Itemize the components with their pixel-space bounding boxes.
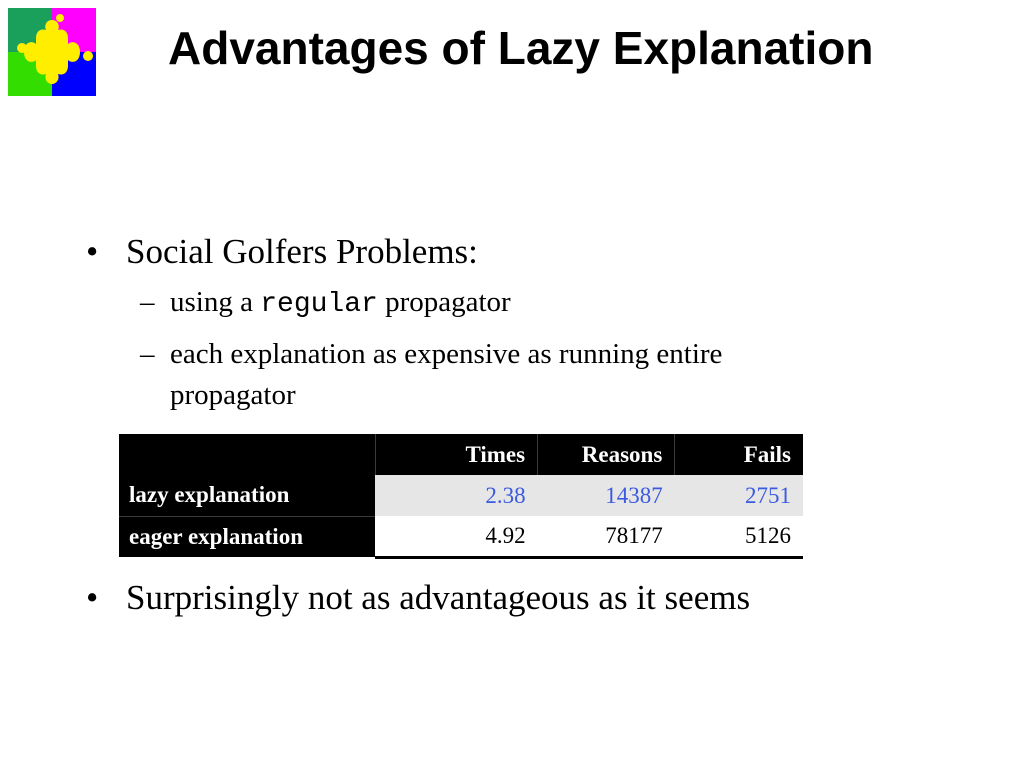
column-header-fails: Fails bbox=[675, 434, 803, 475]
slide-title: Advantages of Lazy Explanation bbox=[168, 22, 874, 74]
sub-bullet-text: each explanation as expensive as running entire propagator bbox=[170, 338, 723, 411]
cell-eager-reasons: 78177 bbox=[538, 516, 675, 557]
dash-symbol: – bbox=[140, 338, 155, 370]
bullet-text: Surprisingly not as advantageous as it seems bbox=[126, 578, 751, 617]
bullet-symbol: • bbox=[86, 578, 99, 617]
sub-bullet-item bbox=[140, 334, 850, 416]
cell-eager-times: 4.92 bbox=[375, 516, 537, 557]
cell-lazy-reasons: 14387 bbox=[538, 475, 675, 516]
table-row bbox=[119, 516, 803, 557]
column-header-reasons: Reasons bbox=[538, 434, 675, 475]
bullet-item bbox=[86, 232, 478, 272]
table-corner-cell bbox=[119, 434, 375, 475]
cell-lazy-times: 2.38 bbox=[375, 475, 537, 516]
bullet-symbol: • bbox=[86, 232, 99, 271]
table-row bbox=[119, 475, 803, 516]
cell-eager-fails: 5126 bbox=[675, 516, 803, 557]
bullet-text: Social Golfers Problems: bbox=[126, 232, 478, 271]
cell-lazy-fails: 2751 bbox=[675, 475, 803, 516]
column-header-times: Times bbox=[375, 434, 537, 475]
sub-bullet-item bbox=[140, 282, 850, 325]
table-header-row bbox=[119, 434, 803, 475]
sub-bullet-prefix: using a bbox=[170, 286, 261, 318]
row-label-eager: eager explanation bbox=[119, 516, 375, 557]
sub-bullet-suffix: propagator bbox=[377, 286, 511, 318]
bullet-item bbox=[86, 578, 750, 618]
results-table bbox=[119, 434, 803, 559]
puzzle-logo-icon bbox=[8, 8, 96, 96]
row-label-lazy: lazy explanation bbox=[119, 475, 375, 516]
code-term: regular bbox=[260, 289, 378, 320]
dash-symbol: – bbox=[140, 286, 155, 318]
